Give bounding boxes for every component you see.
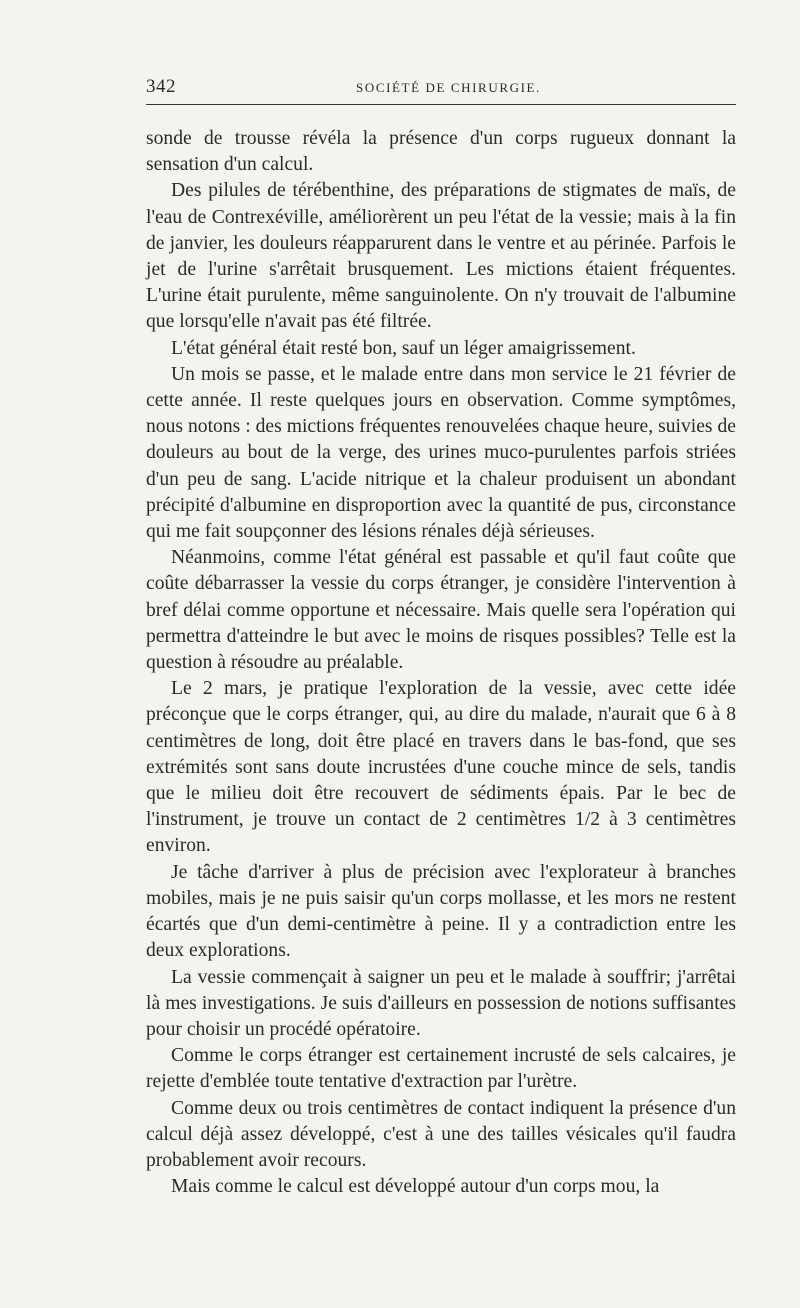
paragraph: La vessie commençait à saigner un peu et le malade à souffrir; j'arrêtai là mes investigations. Je suis d'ailleurs en possession de notions suffisantes pour choisir un procédé opératoire. bbox=[146, 966, 736, 1040]
paragraph: Un mois se passe, et le malade entre dans mon service le 21 février de cette année. Il reste quelques jours en observation. Comme symptômes, nous notons : des mictions fréquentes renouvelées chaque heure, suivies de douleurs au bout de la verge, des urines muco-purulentes parfois striées d'un peu de sang. L'acide nitrique et la chaleur produisent un abondant précipité d'albumine en disproportion avec la quantité de pus, circonstance qui me fait soupçonner des lésions rénales déjà sérieuses. bbox=[146, 363, 736, 543]
paragraph: Néanmoins, comme l'état général est passable et qu'il faut coûte que coûte débarrasser la vessie du corps étranger, je considère l'intervention à bref délai comme opportune et nécessaire. Mais quelle sera l'opération qui permettra d'atteindre le but avec le moins de risques possibles? Telle est la question à résoudre au préalable. bbox=[146, 547, 736, 674]
running-title: SOCIÉTÉ DE CHIRURGIE. bbox=[356, 80, 541, 95]
header-rule bbox=[146, 104, 736, 105]
paragraph: Comme le corps étranger est certainement incrusté de sels calcaires, je rejette d'emblée toute tentative d'extraction par l'urètre. bbox=[146, 1045, 736, 1093]
paragraph: Mais comme le calcul est développé autour d'un corps mou, la bbox=[171, 1176, 660, 1198]
paragraph: sonde de trousse révéla la présence d'un corps rugueux donnant la sensation d'un calcul. bbox=[146, 128, 736, 176]
paragraph: Le 2 mars, je pratique l'exploration de la vessie, avec cette idée préconçue que le corps étranger, qui, au dire du malade, n'aurait que 6 à 8 centimètres de long, doit être placé en travers dans le bas-fond, que ses extrémités sont sans doute incrustées d'une couche mince de sels, tandis que le milieu doit être recouvert de sédiments épais. Par le bec de l'instrument, je trouve un contact de 2 centimètres 1/2 à 3 centimètres environ. bbox=[146, 678, 736, 857]
running-head bbox=[146, 76, 736, 102]
paragraph: Je tâche d'arriver à plus de précision avec l'explorateur à branches mobiles, mais je ne puis saisir qu'un corps mollasse, et les mors ne restent écartés que d'un demi-centimètre à peine. Il y a contradiction entre les deux explorations. bbox=[146, 861, 736, 962]
page-number: 342 bbox=[146, 76, 176, 97]
body-text bbox=[146, 126, 736, 1200]
paragraph: L'état général était resté bon, sauf un léger amaigrissement. bbox=[171, 337, 636, 359]
paragraph: Des pilules de térébenthine, des préparations de stigmates de maïs, de l'eau de Contrexéville, améliorèrent un peu l'état de la vessie; mais à la fin de janvier, les douleurs réapparurent dans le ventre et au périnée. Parfois le jet de l'urine s'arrêtait brusquement. Les mictions étaient fréquentes. L'urine était purulente, même sanguinolente. On n'y trouvait de l'albumine que lorsqu'elle n'avait pas été filtrée. bbox=[146, 180, 736, 333]
paragraph: Comme deux ou trois centimètres de contact indiquent la présence d'un calcul déjà assez développé, c'est à une des tailles vésicales qu'il faudra probablement avoir recours. bbox=[146, 1097, 736, 1171]
